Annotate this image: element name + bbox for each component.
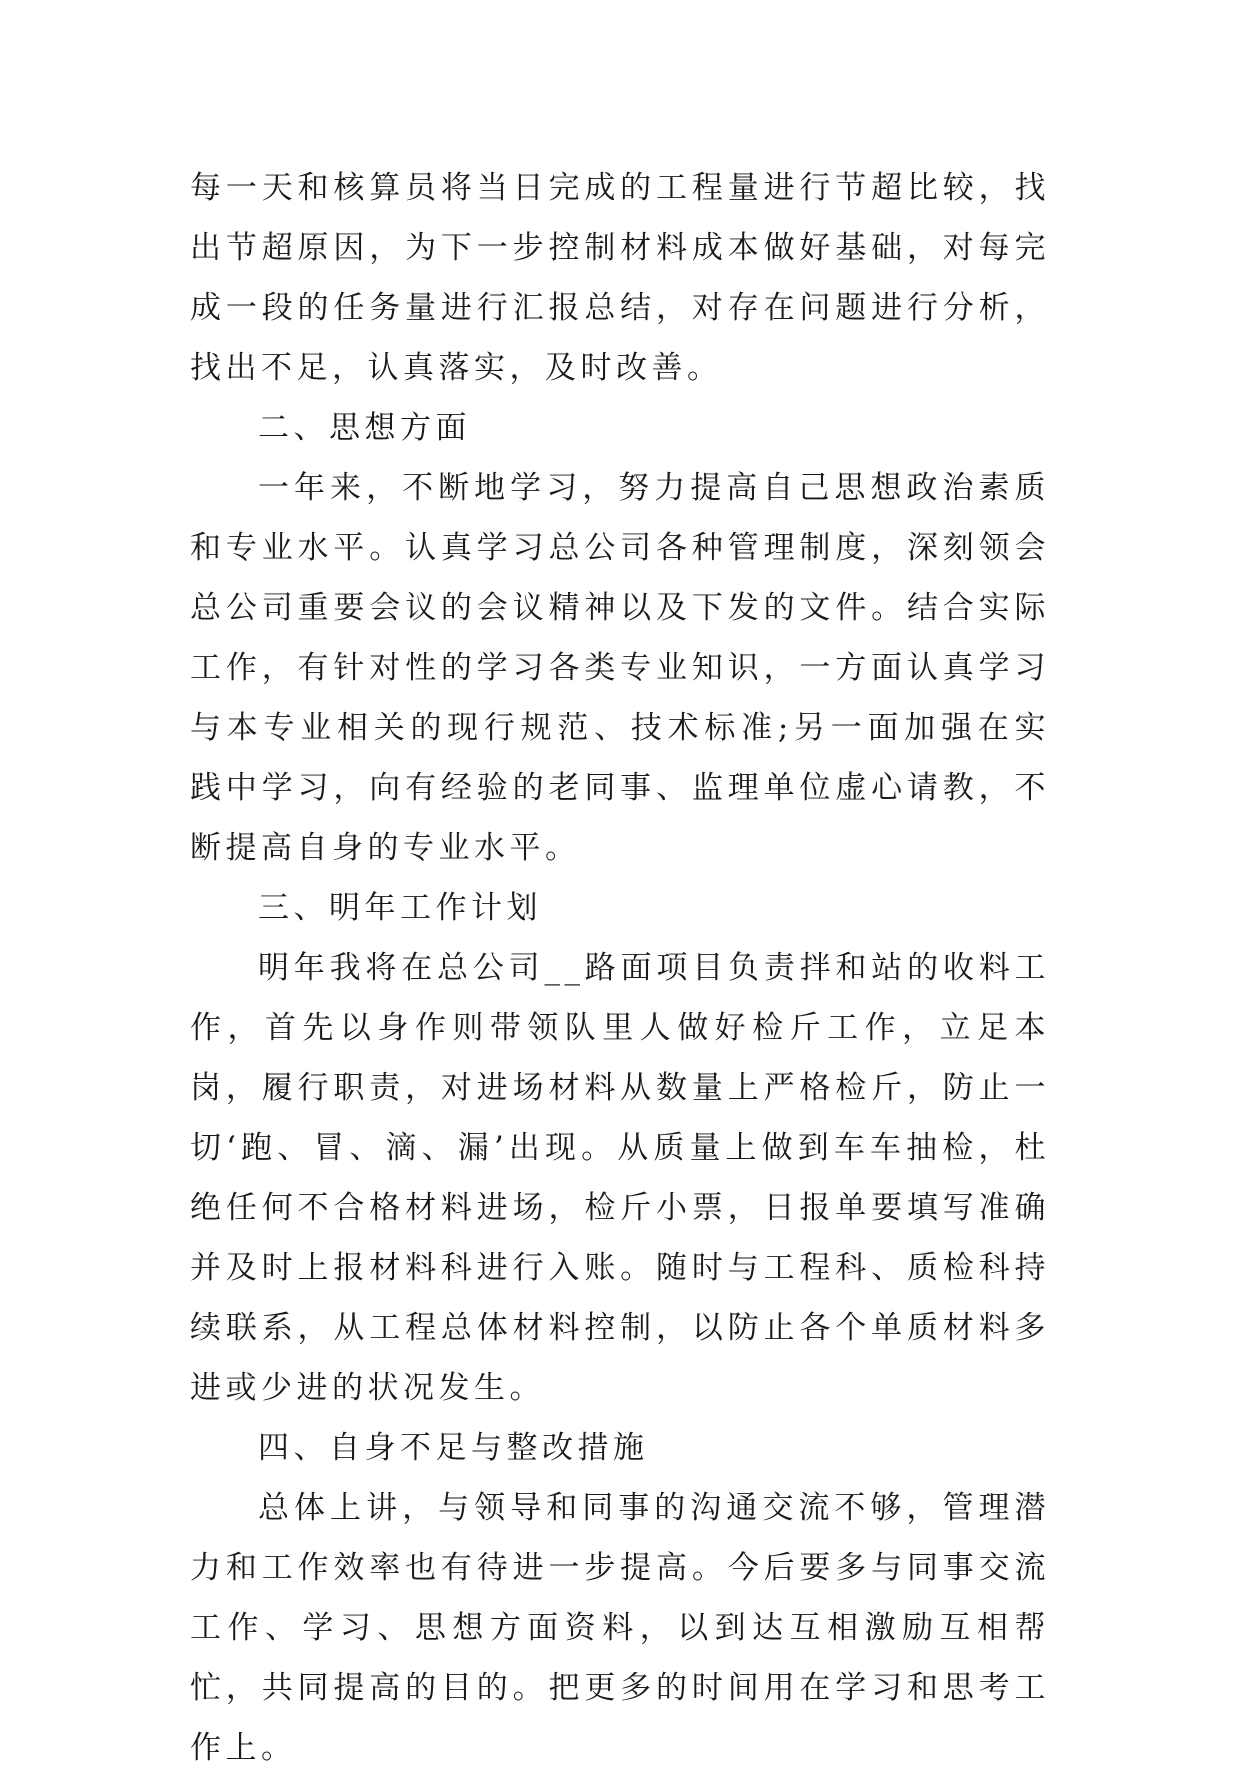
section-heading-shortcomings: 四、自身不足与整改措施 (258, 1430, 649, 1466)
document-body (190, 158, 1050, 1778)
section-heading-next-year-plan: 三、明年工作计划 (258, 890, 542, 926)
paragraph-thoughts: 一年来，不断地学习，努力提高自己思想政治素质和专业水平。认真学习总公司各种管理制度，深刻领会总公司重要会议的会议精神以及下发的文件。结合实际工作，有针对性的学习各类专业知识，一方面认真学习与本专业相关的现行规范、技术标准;另一面加强在实践中学习，向有经验的老同事、监理单位虚心请教，不断提高自身的专业水平。 (190, 470, 1050, 866)
section-heading-thoughts: 二、思想方面 (258, 410, 471, 446)
paragraph-continuation: 每一天和核算员将当日完成的工程量进行节超比较，找出节超原因，为下一步控制材料成本做好基础，对每完成一段的任务量进行汇报总结，对存在问题进行分析，找出不足，认真落实，及时改善。 (190, 170, 1050, 386)
paragraph-shortcomings: 总体上讲，与领导和同事的沟通交流不够，管理潜力和工作效率也有待进一步提高。今后要多与同事交流工作、学习、思想方面资料，以到达互相激励互相帮忙，共同提高的目的。把更多的时间用在学习和思考工作上。 (190, 1490, 1050, 1766)
paragraph-next-year-plan: 明年我将在总公司__路面项目负责拌和站的收料工作，首先以身作则带领队里人做好检斤工作，立足本岗，履行职责，对进场材料从数量上严格检斤，防止一切‘跑、冒、滴、漏’出现。从质量上做到车车抽检，杜绝任何不合格材料进场，检斤小票，日报单要填写准确并及时上报材料科进行入账。随时与工程科、质检科持续联系，从工程总体材料控制，以防止各个单质材料多进或少进的状况发生。 (190, 950, 1050, 1406)
